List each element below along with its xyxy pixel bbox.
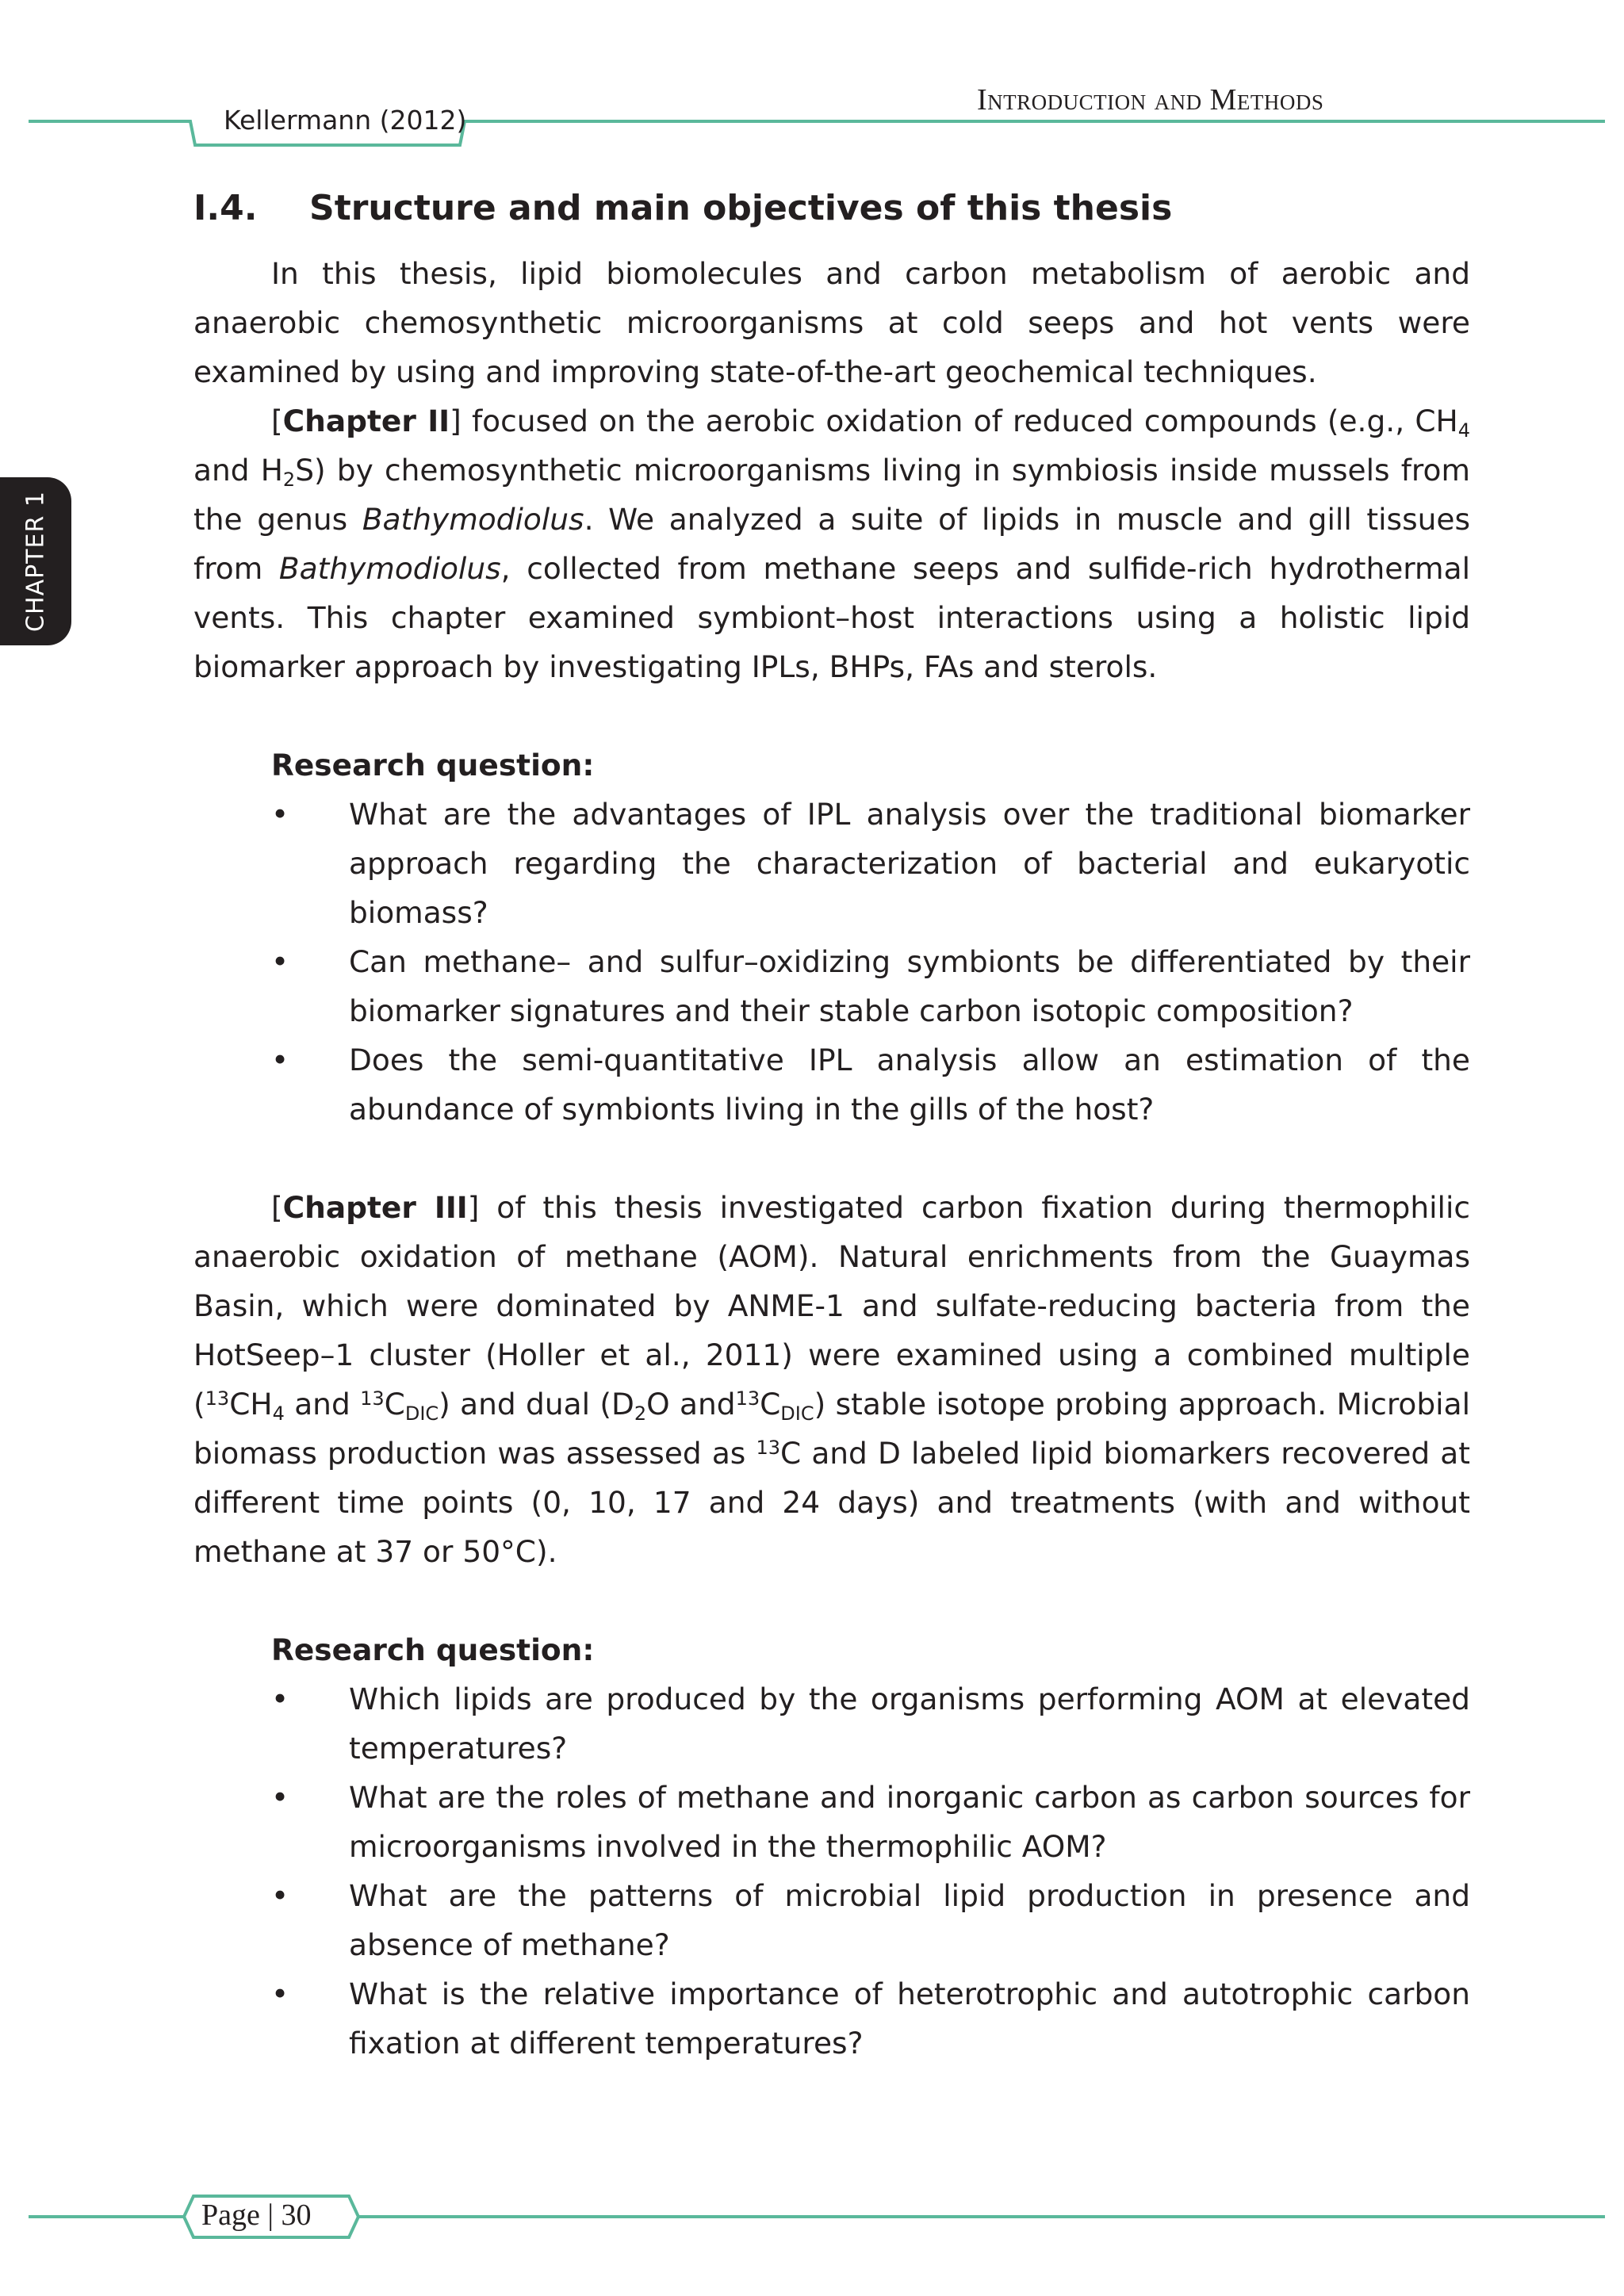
- genus-name: Bathymodiolus: [362, 502, 584, 537]
- bullet-icon: •: [271, 1043, 289, 1077]
- research-question-title: Research question:: [271, 748, 595, 783]
- bullet-icon: •: [271, 1682, 289, 1716]
- list-item: • What is the relative importance of heterotrophic and autotrophic carbon fixation at different temperatures?: [193, 1969, 1470, 2068]
- chapter-3-paragraph: [Chapter III] of this thesis investigated carbon fixation during thermophilic anaerobic oxidation of methane (AOM). Natural enrichments from the Guaymas Basin, which were dominated by ANME-1 and sulfate-reducing bacteria from the HotSeep–1 cluster (Holler et al., 2011) were examined using a combined multiple ($^{13}CH_4$ and $^{13}C_{DIC}$) and dual ($D_2O$ $and^{13}C_{DIC}$) stable isotope probing approach. Microbial biomass production was assessed as $^{13}$C and D labeled lipid biomarkers recovered at different time points (0, 10, 17 and 24 days) and treatments (with and without methane at 37 or 50°C).: [193, 1190, 1470, 1569]
- list-item: • What are the patterns of microbial lipid production in presence and absence of methane?: [193, 1871, 1470, 1969]
- chapter-2-questions: [193, 790, 1470, 1134]
- list-item: • What are the roles of methane and inorganic carbon as carbon sources for microorganisms involved in the thermophilic AOM?: [193, 1773, 1470, 1871]
- bullet-icon: •: [271, 944, 289, 979]
- bullet-icon: •: [271, 1878, 289, 1913]
- intro-paragraph: In this thesis, lipid biomolecules and carbon metabolism of aerobic and anaerobic chemosynthetic microorganisms at cold seeps and hot vents were examined by using and improving state-of-the-art geochemical techniques.: [193, 256, 1470, 389]
- section-title: Structure and main objectives of this thesis: [309, 188, 1173, 228]
- research-question-title: Research question:: [271, 1632, 595, 1667]
- bullet-icon: •: [271, 797, 289, 832]
- running-header-title: Introduction and Methods: [977, 83, 1324, 117]
- list-item: • Does the semi-quantitative IPL analysis allow an estimation of the abundance of symbionts living in the gills of the host?: [193, 1035, 1470, 1134]
- bullet-icon: •: [271, 1780, 289, 1815]
- list-item: • Which lipids are produced by the organisms performing AOM at elevated temperatures?: [193, 1674, 1470, 1773]
- page-number: Page | 30: [201, 2198, 312, 2232]
- chapter-side-tab: [0, 477, 71, 645]
- chapter-3-label: Chapter III: [282, 1190, 468, 1225]
- list-item: • What are the advantages of IPL analysis over the traditional biomarker approach regarding the characterization of bacterial and eukaryotic biomass?: [193, 790, 1470, 937]
- chapter-3-questions: [193, 1674, 1470, 2068]
- section-number: I.4.: [193, 188, 258, 228]
- list-item: • Can methane– and sulfur–oxidizing symbionts be differentiated by their biomarker signatures and their stable carbon isotopic composition?: [193, 937, 1470, 1035]
- chapter-2-paragraph: [Chapter II] focused on the aerobic oxidation of reduced compounds (e.g., $CH_4$ and $H_2S$) by chemosynthetic microorganisms living in symbiosis inside mussels from the genus Bathymodiolus. We analyzed a suite of lipids in muscle and gill tissues from Bathymodiolus, collected from methane seeps and sulfide-rich hydrothermal vents. This chapter examined symbiont–host interactions using a holistic lipid biomarker approach by investigating IPLs, BHPs, FAs and sterols.: [193, 404, 1470, 684]
- section-heading: [193, 184, 1470, 233]
- genus-name: Bathymodiolus: [278, 551, 501, 586]
- chapter-2-label: Chapter II: [282, 404, 450, 438]
- chapter-side-tab-label: CHAPTER 1: [21, 491, 50, 632]
- page-body: [193, 184, 1470, 2068]
- running-header-author: Kellermann (2012): [224, 105, 467, 136]
- bullet-icon: •: [271, 1976, 289, 2011]
